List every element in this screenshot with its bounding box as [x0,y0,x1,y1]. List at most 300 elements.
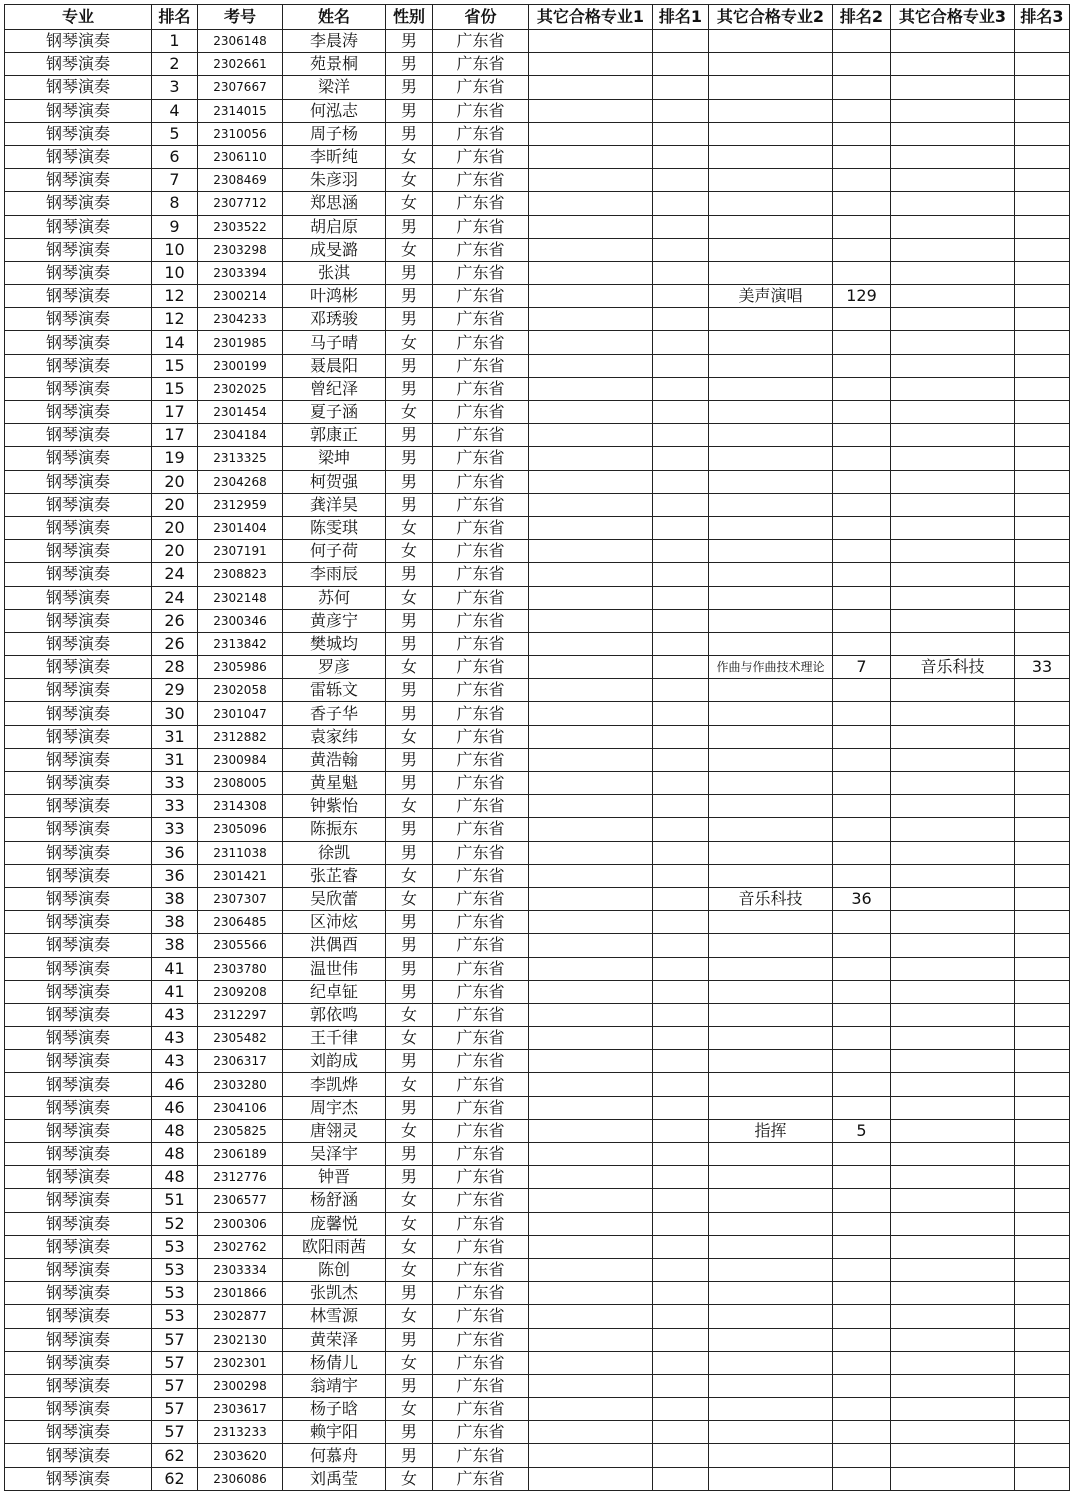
cell-gender: 女 [386,401,433,424]
cell-rank: 6 [152,145,198,168]
table-row [5,285,1070,308]
cell-other-major-3 [891,1258,1015,1281]
cell-other-major-2 [709,238,833,261]
cell-rank-3 [1015,192,1070,215]
table-row [5,1096,1070,1119]
cell-name: 罗彦 [283,656,386,679]
cell-rank: 20 [152,540,198,563]
cell-rank-2 [833,1421,891,1444]
cell-rank-2 [833,30,891,53]
table-row [5,76,1070,99]
cell-rank-1 [653,308,709,331]
cell-province: 广东省 [433,1351,529,1374]
table-row [5,470,1070,493]
cell-other-major-2 [709,702,833,725]
table-row [5,1421,1070,1444]
cell-name: 何子荷 [283,540,386,563]
cell-rank-3 [1015,841,1070,864]
cell-province: 广东省 [433,1073,529,1096]
cell-exam-id: 2314308 [198,795,283,818]
cell-exam-id: 2306110 [198,145,283,168]
cell-other-major-3 [891,1467,1015,1490]
cell-gender: 女 [386,1258,433,1281]
cell-rank-1 [653,911,709,934]
cell-other-major-3 [891,377,1015,400]
cell-rank: 53 [152,1258,198,1281]
cell-rank: 28 [152,656,198,679]
cell-other-major-3 [891,980,1015,1003]
cell-rank: 57 [152,1398,198,1421]
cell-gender: 女 [386,725,433,748]
cell-name: 梁洋 [283,76,386,99]
cell-other-major-1 [529,1421,653,1444]
cell-rank: 51 [152,1189,198,1212]
cell-exam-id: 2301454 [198,401,283,424]
table-row [5,1467,1070,1490]
cell-province: 广东省 [433,1143,529,1166]
cell-province: 广东省 [433,1398,529,1421]
cell-major: 钢琴演奏 [5,377,152,400]
cell-other-major-2 [709,911,833,934]
cell-gender: 男 [386,493,433,516]
cell-rank-3 [1015,401,1070,424]
cell-rank-2 [833,957,891,980]
cell-rank-1 [653,1282,709,1305]
cell-other-major-3 [891,331,1015,354]
cell-province: 广东省 [433,1027,529,1050]
cell-other-major-3 [891,841,1015,864]
table-row [5,215,1070,238]
cell-gender: 男 [386,354,433,377]
cell-other-major-2 [709,1073,833,1096]
cell-rank-3 [1015,1305,1070,1328]
cell-exam-id: 2301404 [198,516,283,539]
cell-other-major-1 [529,493,653,516]
cell-other-major-2 [709,99,833,122]
cell-rank: 53 [152,1235,198,1258]
cell-exam-id: 2313233 [198,1421,283,1444]
cell-exam-id: 2303280 [198,1073,283,1096]
cell-gender: 女 [386,795,433,818]
cell-rank: 15 [152,377,198,400]
cell-exam-id: 2306577 [198,1189,283,1212]
cell-major: 钢琴演奏 [5,702,152,725]
cell-rank-3 [1015,725,1070,748]
cell-rank: 46 [152,1096,198,1119]
cell-rank-3 [1015,1258,1070,1281]
cell-province: 广东省 [433,864,529,887]
cell-other-major-2 [709,145,833,168]
cell-major: 钢琴演奏 [5,331,152,354]
table-row [5,1050,1070,1073]
table-row [5,911,1070,934]
cell-rank-1 [653,30,709,53]
cell-rank-1 [653,1189,709,1212]
cell-rank: 26 [152,632,198,655]
cell-other-major-1 [529,586,653,609]
cell-exam-id: 2306317 [198,1050,283,1073]
cell-rank-2 [833,795,891,818]
cell-other-major-2 [709,516,833,539]
cell-name: 钟紫怡 [283,795,386,818]
cell-rank-1 [653,1258,709,1281]
cell-exam-id: 2304233 [198,308,283,331]
cell-other-major-2 [709,354,833,377]
cell-other-major-1 [529,1398,653,1421]
cell-other-major-2 [709,632,833,655]
table-row [5,864,1070,887]
cell-exam-id: 2303780 [198,957,283,980]
cell-rank-1 [653,516,709,539]
cell-rank-2 [833,1328,891,1351]
cell-major: 钢琴演奏 [5,285,152,308]
cell-other-major-3 [891,169,1015,192]
cell-major: 钢琴演奏 [5,145,152,168]
cell-province: 广东省 [433,76,529,99]
cell-other-major-1 [529,354,653,377]
table-row [5,609,1070,632]
cell-rank-2 [833,401,891,424]
cell-gender: 女 [386,1189,433,1212]
cell-rank: 38 [152,911,198,934]
cell-name: 黄荣泽 [283,1328,386,1351]
cell-gender: 女 [386,1351,433,1374]
cell-major: 钢琴演奏 [5,1398,152,1421]
cell-other-major-3 [891,1003,1015,1026]
cell-other-major-1 [529,1050,653,1073]
cell-rank: 12 [152,308,198,331]
cell-rank-2 [833,1212,891,1235]
cell-rank-2 [833,1073,891,1096]
cell-rank-2 [833,1282,891,1305]
table-row [5,957,1070,980]
cell-other-major-2 [709,818,833,841]
cell-gender: 女 [386,887,433,910]
cell-gender: 女 [386,1003,433,1026]
cell-province: 广东省 [433,656,529,679]
cell-gender: 女 [386,1305,433,1328]
cell-major: 钢琴演奏 [5,1421,152,1444]
cell-rank-3 [1015,215,1070,238]
cell-name: 林雪源 [283,1305,386,1328]
cell-province: 广东省 [433,586,529,609]
cell-other-major-2 [709,1282,833,1305]
cell-rank-3 [1015,53,1070,76]
cell-rank-1 [653,76,709,99]
cell-rank-1 [653,285,709,308]
table-row [5,1235,1070,1258]
cell-exam-id: 2307307 [198,887,283,910]
header-name: 姓名 [283,5,386,30]
cell-exam-id: 2314015 [198,99,283,122]
cell-province: 广东省 [433,957,529,980]
cell-exam-id: 2302877 [198,1305,283,1328]
cell-rank: 15 [152,354,198,377]
cell-other-major-3 [891,818,1015,841]
cell-exam-id: 2312959 [198,493,283,516]
cell-other-major-2 [709,1351,833,1374]
cell-gender: 男 [386,447,433,470]
cell-other-major-1 [529,1143,653,1166]
table-row [5,354,1070,377]
cell-rank-1 [653,656,709,679]
cell-gender: 女 [386,1119,433,1142]
cell-rank: 10 [152,261,198,284]
cell-exam-id: 2300306 [198,1212,283,1235]
cell-rank-3 [1015,702,1070,725]
cell-gender: 女 [386,169,433,192]
cell-rank-2: 36 [833,887,891,910]
cell-exam-id: 2308005 [198,772,283,795]
cell-rank-3 [1015,261,1070,284]
cell-gender: 女 [386,1212,433,1235]
cell-gender: 男 [386,122,433,145]
cell-other-major-3 [891,401,1015,424]
cell-other-major-3 [891,748,1015,771]
cell-major: 钢琴演奏 [5,401,152,424]
cell-gender: 男 [386,76,433,99]
cell-other-major-1 [529,1235,653,1258]
cell-rank-1 [653,377,709,400]
cell-other-major-2: 指挥 [709,1119,833,1142]
cell-other-major-2 [709,1050,833,1073]
cell-major: 钢琴演奏 [5,1444,152,1467]
cell-province: 广东省 [433,911,529,934]
cell-other-major-1 [529,261,653,284]
cell-other-major-1 [529,702,653,725]
cell-other-major-1 [529,841,653,864]
cell-rank-1 [653,1166,709,1189]
cell-rank-2 [833,725,891,748]
cell-name: 吴欣蕾 [283,887,386,910]
cell-rank-2: 7 [833,656,891,679]
cell-major: 钢琴演奏 [5,1027,152,1050]
cell-other-major-3 [891,1050,1015,1073]
cell-rank-2 [833,1143,891,1166]
cell-rank-3 [1015,470,1070,493]
cell-rank: 38 [152,887,198,910]
cell-rank-1 [653,493,709,516]
cell-major: 钢琴演奏 [5,1328,152,1351]
cell-major: 钢琴演奏 [5,1212,152,1235]
table-row [5,795,1070,818]
cell-rank-1 [653,934,709,957]
cell-rank-1 [653,887,709,910]
cell-other-major-1 [529,1003,653,1026]
table-row [5,1189,1070,1212]
cell-province: 广东省 [433,354,529,377]
cell-other-major-1 [529,795,653,818]
table-row [5,424,1070,447]
cell-other-major-3 [891,1143,1015,1166]
cell-name: 翁靖宇 [283,1374,386,1397]
cell-rank-2 [833,586,891,609]
cell-other-major-1 [529,1258,653,1281]
cell-rank: 48 [152,1166,198,1189]
cell-major: 钢琴演奏 [5,261,152,284]
cell-major: 钢琴演奏 [5,1467,152,1490]
cell-rank-1 [653,864,709,887]
table-row [5,632,1070,655]
cell-rank-3 [1015,1328,1070,1351]
cell-other-major-3 [891,1305,1015,1328]
cell-rank: 10 [152,238,198,261]
table-row [5,1143,1070,1166]
cell-rank-2 [833,540,891,563]
table-row [5,1073,1070,1096]
cell-rank-2: 129 [833,285,891,308]
table-row [5,99,1070,122]
cell-rank-3 [1015,377,1070,400]
cell-major: 钢琴演奏 [5,1351,152,1374]
table-row [5,702,1070,725]
cell-gender: 男 [386,53,433,76]
cell-major: 钢琴演奏 [5,957,152,980]
cell-rank-2 [833,261,891,284]
cell-rank-1 [653,470,709,493]
cell-rank-3 [1015,1073,1070,1096]
cell-exam-id: 2300984 [198,748,283,771]
cell-province: 广东省 [433,1374,529,1397]
cell-rank-3 [1015,308,1070,331]
cell-gender: 男 [386,679,433,702]
cell-other-major-2 [709,1003,833,1026]
cell-rank-2 [833,1398,891,1421]
cell-gender: 男 [386,934,433,957]
cell-province: 广东省 [433,122,529,145]
cell-other-major-2 [709,261,833,284]
cell-other-major-2 [709,540,833,563]
cell-other-major-1 [529,30,653,53]
cell-name: 叶鸿彬 [283,285,386,308]
cell-name: 柯贺强 [283,470,386,493]
cell-name: 曾纪泽 [283,377,386,400]
cell-other-major-3 [891,1351,1015,1374]
cell-gender: 男 [386,1374,433,1397]
table-row [5,841,1070,864]
cell-other-major-1 [529,99,653,122]
cell-rank: 26 [152,609,198,632]
cell-other-major-2 [709,725,833,748]
cell-other-major-1 [529,1096,653,1119]
table-row [5,772,1070,795]
cell-rank-2 [833,99,891,122]
cell-rank: 7 [152,169,198,192]
cell-other-major-2 [709,748,833,771]
cell-rank-3 [1015,1096,1070,1119]
cell-rank-1 [653,748,709,771]
cell-rank-3 [1015,609,1070,632]
cell-other-major-1 [529,818,653,841]
admission-results-table [4,4,1070,1491]
cell-exam-id: 2303298 [198,238,283,261]
cell-name: 苑景桐 [283,53,386,76]
cell-other-major-1 [529,1189,653,1212]
cell-other-major-2 [709,1143,833,1166]
table-row [5,748,1070,771]
cell-rank-2 [833,934,891,957]
cell-name: 苏何 [283,586,386,609]
cell-rank-3 [1015,563,1070,586]
cell-name: 庞馨悦 [283,1212,386,1235]
cell-gender: 女 [386,1467,433,1490]
cell-rank-3 [1015,238,1070,261]
cell-rank-3 [1015,1374,1070,1397]
cell-gender: 男 [386,215,433,238]
table-row [5,192,1070,215]
cell-major: 钢琴演奏 [5,1189,152,1212]
cell-name: 欧阳雨茜 [283,1235,386,1258]
header-row [5,5,1070,30]
cell-other-major-2 [709,1166,833,1189]
cell-province: 广东省 [433,818,529,841]
cell-rank-2 [833,1258,891,1281]
cell-major: 钢琴演奏 [5,76,152,99]
cell-major: 钢琴演奏 [5,30,152,53]
cell-other-major-2 [709,1398,833,1421]
cell-other-major-3 [891,261,1015,284]
cell-other-major-2 [709,377,833,400]
cell-gender: 男 [386,748,433,771]
cell-province: 广东省 [433,1305,529,1328]
cell-other-major-3 [891,563,1015,586]
cell-other-major-3 [891,285,1015,308]
cell-rank-2 [833,354,891,377]
cell-other-major-1 [529,934,653,957]
cell-province: 广东省 [433,1467,529,1490]
cell-province: 广东省 [433,285,529,308]
cell-other-major-1 [529,911,653,934]
cell-other-major-2 [709,192,833,215]
cell-gender: 男 [386,980,433,1003]
cell-rank-1 [653,1398,709,1421]
cell-other-major-1 [529,1073,653,1096]
cell-rank: 17 [152,424,198,447]
cell-other-major-2 [709,447,833,470]
cell-name: 黄星魁 [283,772,386,795]
cell-rank-3 [1015,1235,1070,1258]
cell-rank: 48 [152,1119,198,1142]
cell-major: 钢琴演奏 [5,1073,152,1096]
cell-gender: 男 [386,1282,433,1305]
cell-rank-1 [653,53,709,76]
cell-rank: 48 [152,1143,198,1166]
cell-rank-1 [653,192,709,215]
cell-rank-3 [1015,122,1070,145]
cell-exam-id: 2301047 [198,702,283,725]
table-row [5,238,1070,261]
cell-rank-3 [1015,169,1070,192]
cell-rank-3 [1015,493,1070,516]
cell-other-major-1 [529,748,653,771]
cell-rank-3 [1015,632,1070,655]
cell-name: 黄浩翰 [283,748,386,771]
cell-rank-3 [1015,795,1070,818]
cell-major: 钢琴演奏 [5,122,152,145]
cell-exam-id: 2307667 [198,76,283,99]
table-row [5,563,1070,586]
cell-rank-1 [653,702,709,725]
cell-other-major-2 [709,841,833,864]
cell-exam-id: 2300199 [198,354,283,377]
cell-name: 张凯杰 [283,1282,386,1305]
cell-province: 广东省 [433,192,529,215]
cell-name: 黄彦宁 [283,609,386,632]
cell-rank-1 [653,795,709,818]
cell-rank: 20 [152,493,198,516]
cell-province: 广东省 [433,145,529,168]
cell-other-major-1 [529,470,653,493]
